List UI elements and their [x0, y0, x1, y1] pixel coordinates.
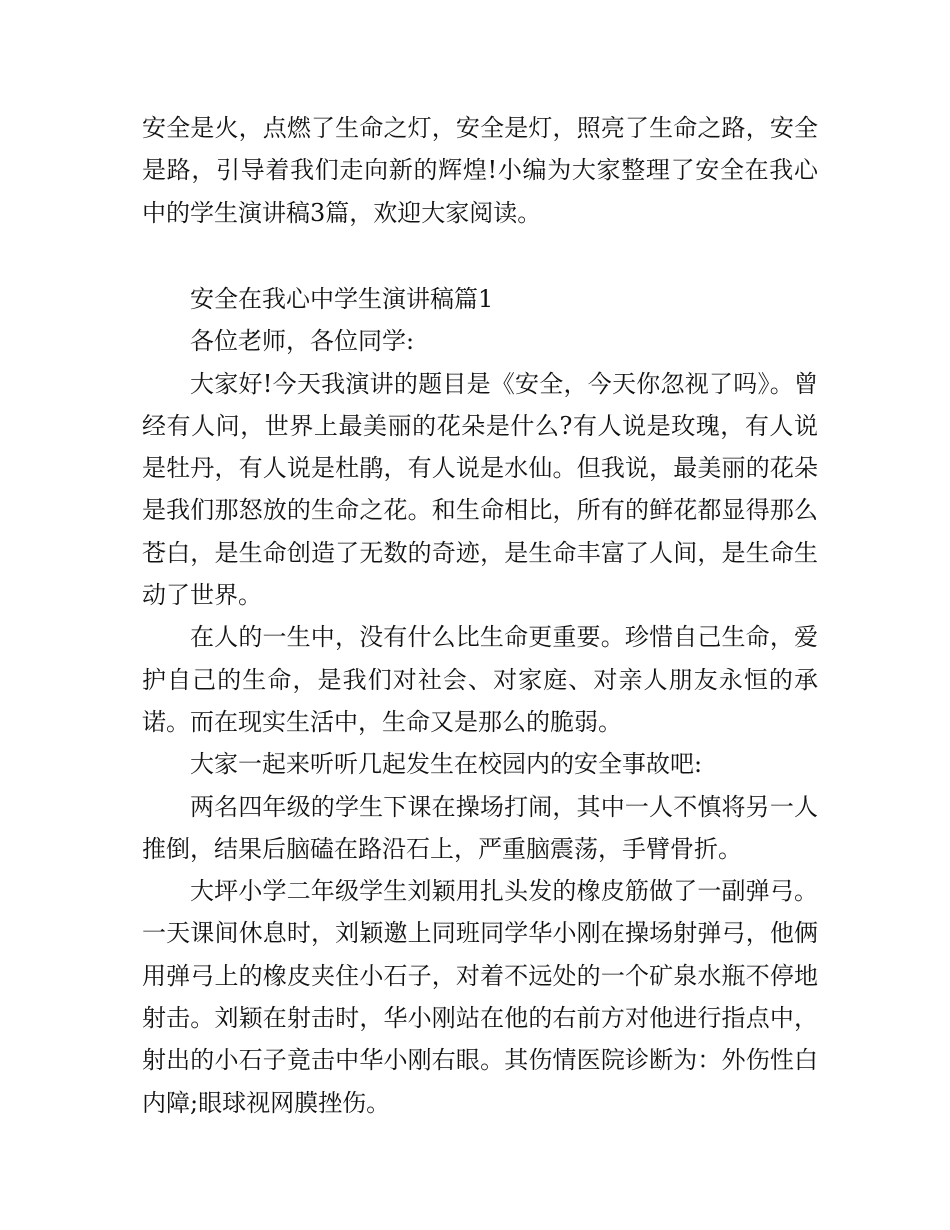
speech-paragraph-2: 在人的一生中，没有什么比生命更重要。珍惜自己生命，爱护自己的生命，是我们对社会、对家庭、对亲人朋友永恒的承诺。而在现实生活中，生命又是那么的脆弱。 [142, 623, 818, 736]
speech-heading: 安全在我心中学生演讲稿篇1 [190, 285, 494, 313]
intro-paragraph: 安全是火，点燃了生命之灯，安全是灯，照亮了生命之路，安全是路，引导着我们走向新的辉煌!小编为大家整理了安全在我心中的学生演讲稿3篇，欢迎大家阅读。 [142, 114, 818, 227]
speech-greeting: 各位老师，各位同学: [190, 327, 415, 356]
intro-section [142, 107, 818, 234]
speech-paragraph-5: 大坪小学二年级学生刘颖用扎头发的橡皮筋做了一副弹弓。一天课间休息时，刘颖邀上同班同学华小刚在操场射弹弓，他俩用弹弓上的橡皮夹住小石子，对着不远处的一个矿泉水瓶不停地射击。刘颖在射击时，华小刚站在他的右前方对他进行指点中，射出的小石子竟击中华小刚右眼。其伤情医院诊断为：外伤性白内障;眼球视网膜挫伤。 [142, 877, 818, 1117]
speech-paragraph-4: 两名四年级的学生下课在操场打闹，其中一人不慎将另一人推倒，结果后脑磕在路沿石上，严重脑震荡，手臂骨折。 [142, 792, 818, 863]
speech-paragraph-1: 大家好!今天我演讲的题目是《安全，今天你忽视了吗》。曾经有人问，世界上最美丽的花朵是什么?有人说是玫瑰，有人说是牡丹，有人说是杜鹃，有人说是水仙。但我说，最美丽的花朵是我们那怒放的生命之花。和生命相比，所有的鲜花都显得那么苍白，是生命创造了无数的奇迹，是生命丰富了人间，是生命生动了世界。 [142, 369, 818, 610]
speech-section [142, 278, 818, 1124]
speech-paragraph-3: 大家一起来听听几起发生在校园内的安全事故吧: [190, 750, 703, 779]
